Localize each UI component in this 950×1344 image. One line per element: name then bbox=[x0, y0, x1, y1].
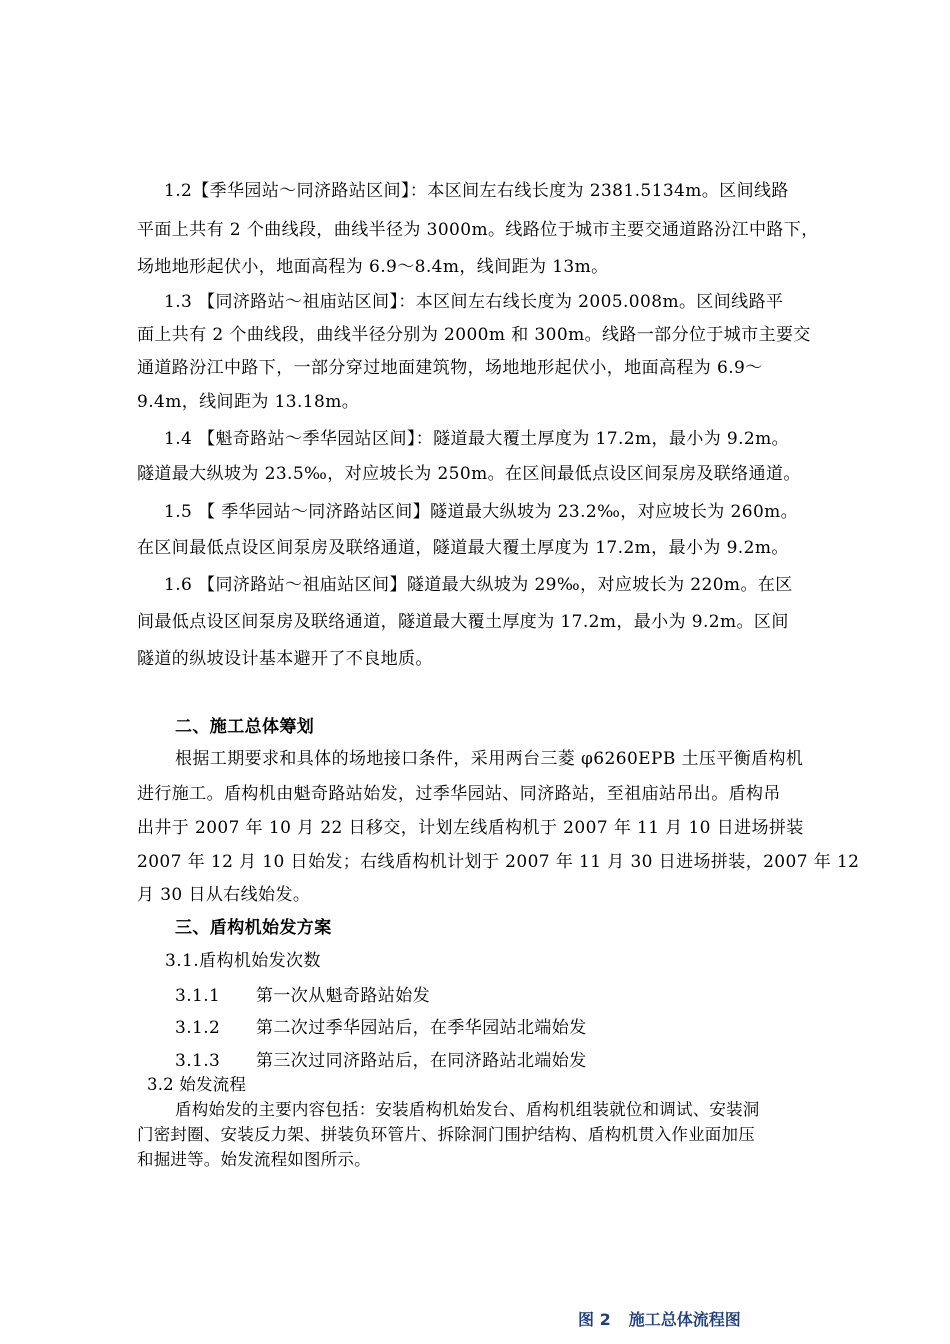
text-line: 门密封圈、安装反力架、拼装负环管片、拆除洞门围护结构、盾构机贯入作业面加压 bbox=[137, 1125, 755, 1144]
text-line: 通道路汾江中路下，一部分穿过地面建筑物，场地地形起伏小，地面高程为 6.9～ bbox=[137, 358, 763, 378]
text-line: 进行施工。盾构机由魁奇路站始发，过季华园站、同济路站，至祖庙站吊出。盾构吊 bbox=[137, 784, 781, 804]
text-line: 隧道的纵坡设计基本避开了不良地质。 bbox=[137, 649, 433, 669]
text-line: 根据工期要求和具体的场地接口条件，采用两台三菱 φ6260EPB 土压平衡盾构机 bbox=[175, 749, 804, 769]
figure-title: 施工总体流程图 bbox=[628, 1310, 741, 1329]
text-line: 平面上共有 2 个曲线段，曲线半径为 3000m。线路位于城市主要交通道路汾江中路下， bbox=[137, 220, 819, 240]
text-line: 1.5 【 季华园站～同济路站区间】隧道最大纵坡为 23.2‰，对应坡长为 260m。 bbox=[164, 502, 799, 522]
text-line: 月 30 日从右线始发。 bbox=[137, 885, 311, 905]
list-item-number: 3.1.3 bbox=[175, 1051, 221, 1071]
text-line: 盾构始发的主要内容包括：安装盾构机始发台、盾构机组装就位和调试、安装洞 bbox=[175, 1100, 760, 1119]
text-line: 面上共有 2 个曲线段，曲线半径分别为 2000m 和 300m。线路一部分位于城市主要交 bbox=[137, 325, 811, 345]
figure-number: 图 2 bbox=[578, 1310, 611, 1329]
subsection-heading: 3.2 始发流程 bbox=[147, 1075, 247, 1094]
text-line: 1.4 【魁奇路站～季华园站区间】：隧道最大覆土厚度为 17.2m，最小为 9.2m。 bbox=[164, 429, 790, 449]
list-item: 第二次过季华园站后，在季华园站北端始发 bbox=[256, 1018, 587, 1038]
list-item: 第三次过同济路站后，在同济路站北端始发 bbox=[256, 1051, 587, 1071]
text-line: 隧道最大纵坡为 23.5‰，对应坡长为 250m。在区间最低点设区间泵房及联络通道。 bbox=[137, 464, 801, 484]
text-line: 9.4m，线间距为 13.18m。 bbox=[137, 392, 360, 412]
text-line: 场地地形起伏小，地面高程为 6.9～8.4m，线间距为 13m。 bbox=[137, 257, 609, 277]
list-item: 第一次从魁奇路站始发 bbox=[256, 986, 430, 1006]
figure-caption bbox=[578, 1307, 741, 1330]
text-line: 1.6 【同济路站～祖庙站区间】隧道最大纵坡为 29‰，对应坡长为 220m。在区 bbox=[164, 575, 793, 595]
section-heading: 三、盾构机始发方案 bbox=[175, 918, 332, 938]
text-line: 出井于 2007 年 10 月 22 日移交，计划左线盾构机于 2007 年 11 月 10 日进场拼装 bbox=[137, 818, 804, 838]
text-line: 1.3 【同济路站～祖庙站区间】：本区间左右线长度为 2005.008m。区间线路平 bbox=[164, 292, 784, 312]
subsection-heading: 3.1.盾构机始发次数 bbox=[165, 951, 321, 971]
list-item-number: 3.1.1 bbox=[175, 986, 221, 1006]
text-line: 间最低点设区间泵房及联络通道，隧道最大覆土厚度为 17.2m，最小为 9.2m。区间 bbox=[137, 612, 789, 632]
text-line: 2007 年 12 月 10 日始发；右线盾构机计划于 2007 年 11 月 30 日进场拼装，2007 年 12 bbox=[137, 852, 860, 872]
text-line: 在区间最低点设区间泵房及联络通道，隧道最大覆土厚度为 17.2m，最小为 9.2m。 bbox=[137, 538, 789, 558]
list-item-number: 3.1.2 bbox=[175, 1018, 221, 1038]
text-line: 1.2【季华园站～同济路站区间】：本区间左右线长度为 2381.5134m。区间线路 bbox=[164, 181, 789, 201]
text-line: 和掘进等。始发流程如图所示。 bbox=[137, 1150, 371, 1169]
section-heading: 二、施工总体筹划 bbox=[175, 717, 315, 737]
